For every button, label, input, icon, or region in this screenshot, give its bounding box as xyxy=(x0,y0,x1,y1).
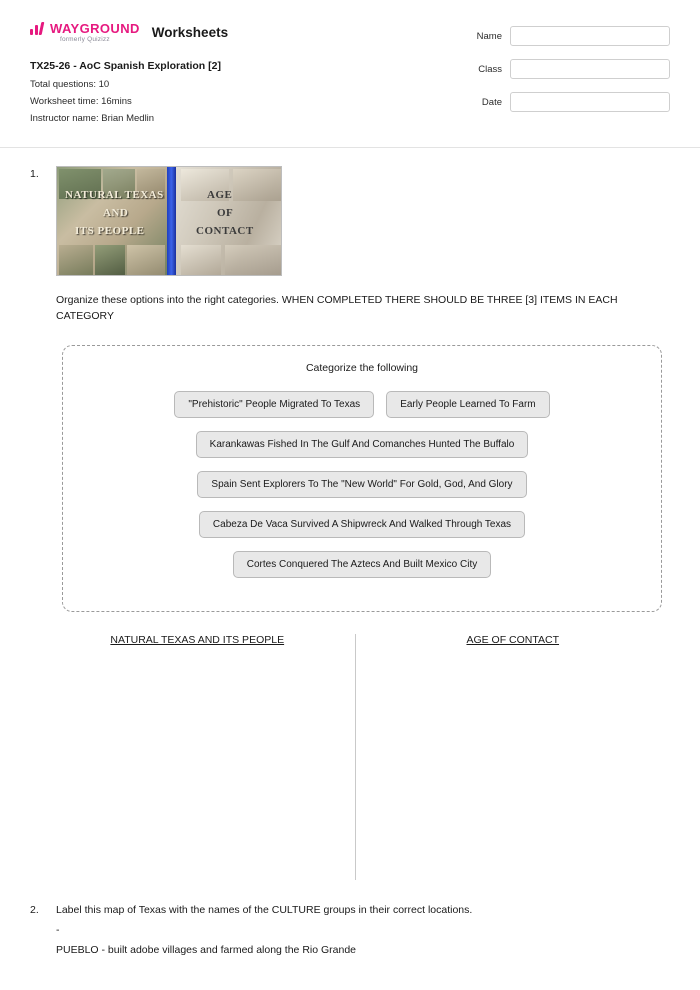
image-right-line-1: AGE xyxy=(207,189,233,201)
option-chip[interactable]: "Prehistoric" People Migrated To Texas xyxy=(174,391,374,418)
worksheet-time: Worksheet time: 16mins xyxy=(30,95,132,107)
chip-row-3 xyxy=(77,471,647,498)
question-1-prompt: Organize these options into the right categories. WHEN COMPLETED THERE SHOULD BE THREE [3] ITEMS IN EACH CATEGORY xyxy=(56,294,618,323)
date-field-row xyxy=(370,92,670,112)
question-1 xyxy=(30,166,670,325)
worksheet-body xyxy=(0,148,700,958)
worksheet-header xyxy=(0,0,700,148)
categorize-title: Categorize the following xyxy=(305,361,419,374)
chip-row-2 xyxy=(77,431,647,458)
logo-subtitle: formerly Quizizz xyxy=(60,36,110,43)
column-header: NATURAL TEXAS AND ITS PEOPLE xyxy=(110,633,285,646)
wayground-logo xyxy=(30,22,140,44)
image-right-line-3: CONTACT xyxy=(196,225,254,237)
name-label: Name xyxy=(476,30,502,42)
name-field-row xyxy=(370,26,670,46)
student-fields xyxy=(370,26,670,125)
class-input[interactable] xyxy=(510,59,670,79)
total-questions: Total questions: 10 xyxy=(30,78,110,90)
worksheet-title: TX25-26 - AoC Spanish Exploration [2] xyxy=(30,59,221,72)
image-left-line-3: ITS PEOPLE xyxy=(75,225,145,237)
class-label: Class xyxy=(478,63,502,75)
answer-column-age-of-contact[interactable] xyxy=(356,634,671,880)
question-2-line-1: - xyxy=(56,923,60,936)
option-chip[interactable]: Spain Sent Explorers To The "New World" For Gold, God, And Glory xyxy=(197,471,526,498)
image-left-line-2: AND xyxy=(103,207,129,219)
question-2 xyxy=(30,902,670,959)
chip-row-1 xyxy=(77,391,647,418)
answer-column-natural-texas[interactable] xyxy=(40,634,356,880)
option-chip[interactable]: Karankawas Fished In The Gulf And Comanches Hunted The Buffalo xyxy=(196,431,529,458)
wayground-logo-icon xyxy=(30,22,47,35)
instructor-name: Instructor name: Brian Medlin xyxy=(30,112,155,124)
question-2-prompt: Label this map of Texas with the names of the CULTURE groups in their correct locations. xyxy=(56,903,473,916)
question-2-number: 2. xyxy=(30,903,39,916)
date-input[interactable] xyxy=(510,92,670,112)
option-chip[interactable]: Early People Learned To Farm xyxy=(386,391,549,418)
date-label: Date xyxy=(481,96,502,108)
logo-wordmark: WAYGROUND xyxy=(50,21,140,36)
question-1-image xyxy=(56,166,282,276)
chip-row-5 xyxy=(77,551,647,578)
categorize-box xyxy=(62,345,662,612)
page-title: Worksheets xyxy=(151,25,229,41)
column-header: AGE OF CONTACT xyxy=(466,633,560,646)
image-right-line-2: OF xyxy=(217,207,234,219)
name-input[interactable] xyxy=(510,26,670,46)
question-2-line-2: PUEBLO - built adobe villages and farmed along the Rio Grande xyxy=(56,944,357,957)
option-chip[interactable]: Cabeza De Vaca Survived A Shipwreck And Walked Through Texas xyxy=(199,511,525,538)
answer-columns xyxy=(40,634,670,880)
chip-row-4 xyxy=(77,511,647,538)
image-left-line-1: NATURAL TEXAS xyxy=(65,189,164,201)
class-field-row xyxy=(370,59,670,79)
option-chip[interactable]: Cortes Conquered The Aztecs And Built Mexico City xyxy=(233,551,491,578)
question-1-number: 1. xyxy=(30,168,39,180)
